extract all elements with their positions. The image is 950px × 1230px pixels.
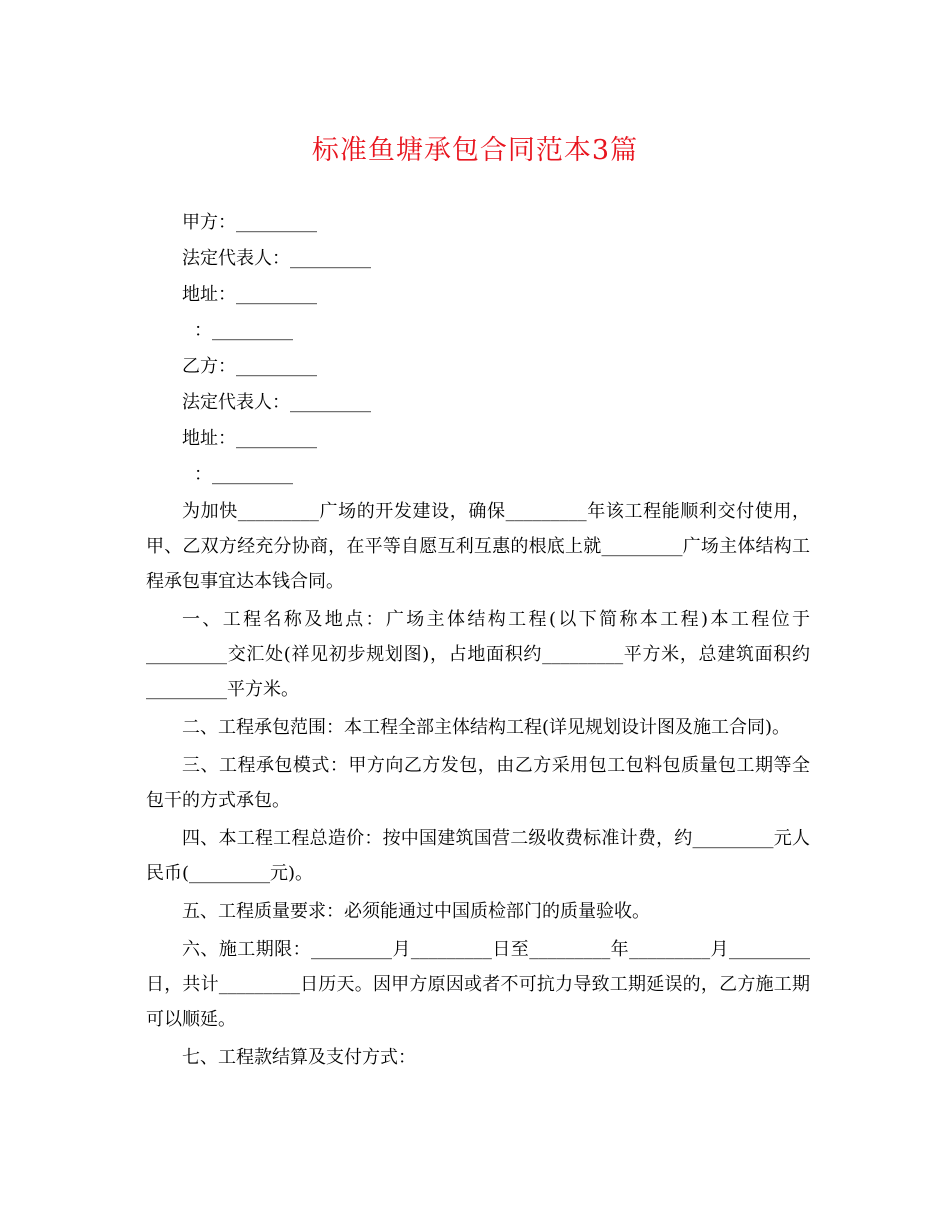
clause-scope: 二、工程承包范围：本工程全部主体结构工程(详见规划设计图及施工合同)。 [182, 717, 791, 738]
clause-period: 六、施工期限：_________月_________日至_________年_________月_________日，共计_________日历天。因甲方原因或者不可抗力导致工期延误的，乙方施工期可以顺延。 [146, 939, 810, 1030]
clause-quality: 五、工程质量要求：必须能通过中国质检部门的质量验收。 [182, 901, 650, 922]
party-fields [182, 208, 822, 496]
document-title: 标准鱼塘承包合同范本3篇 [311, 135, 639, 166]
party-b-field: 乙方：_________ [182, 356, 317, 377]
party-a-field: 甲方：_________ [182, 212, 317, 233]
party-a-extra-field: ：_________ [194, 320, 293, 341]
contract-body [146, 494, 810, 1078]
party-a-representative-field: 法定代表人：_________ [182, 248, 371, 269]
party-b-representative-field: 法定代表人：_________ [182, 392, 371, 413]
party-b-address-field: 地址：_________ [182, 428, 317, 449]
clause-mode: 三、工程承包模式：甲方向乙方发包，由乙方采用包工包料包质量包工期等全包干的方式承包。 [146, 755, 810, 811]
intro-paragraph: 为加快_________广场的开发建设，确保_________年该工程能顺利交付使用，甲、乙双方经充分协商，在平等自愿互利互惠的根底上就_________广场主体结构工程承包事宜达本钱合同。 [146, 501, 810, 592]
clause-project-name: 一、工程名称及地点：广场主体结构工程(以下简称本工程)本工程位于_________交汇处(祥见初步规划图)，占地面积约_________平方米，总建筑面积约_________平方米。 [146, 609, 810, 700]
clause-payment: 七、工程款结算及支付方式： [182, 1047, 416, 1068]
party-b-extra-field: ：_________ [194, 464, 293, 485]
clause-total-cost: 四、本工程工程总造价：按中国建筑国营二级收费标准计费，约_________元人民币(_________元)。 [146, 828, 810, 884]
party-a-address-field: 地址：_________ [182, 284, 317, 305]
